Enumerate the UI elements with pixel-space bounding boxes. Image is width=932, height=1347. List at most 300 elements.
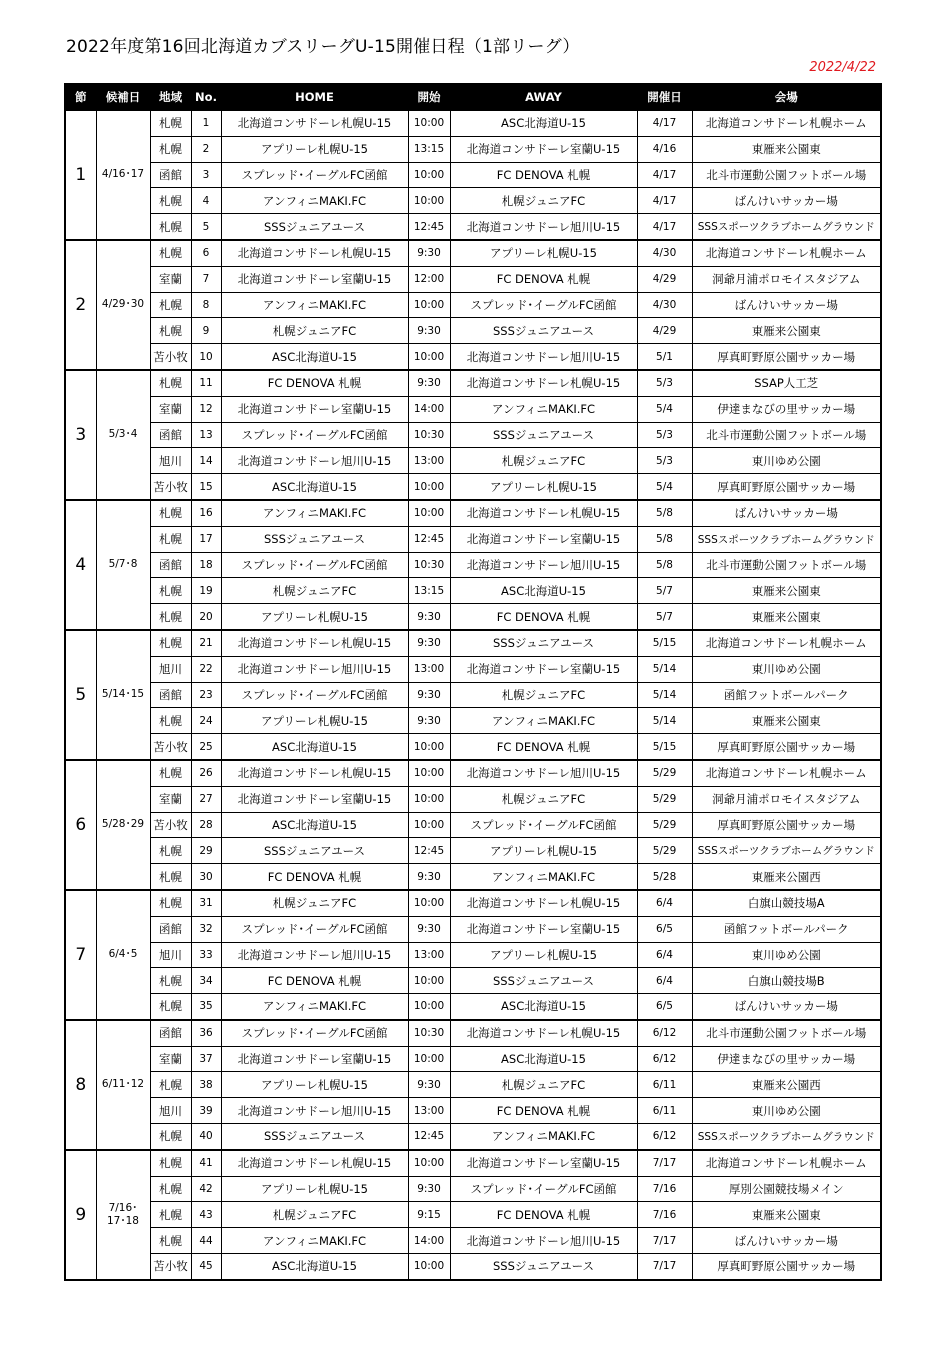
away-team-cell: アンフィニMAKI.FC	[450, 1124, 637, 1150]
home-team-cell: アプリーレ札幌U-15	[221, 1176, 408, 1202]
home-team-cell: 北海道コンサドーレ旭川U-15	[221, 656, 408, 682]
region-cell: 札幌	[150, 1202, 191, 1228]
venue-cell: 東雁来公園東	[692, 136, 881, 162]
table-row	[65, 890, 881, 916]
match-no-cell: 17	[191, 526, 221, 552]
away-team-cell: アプリーレ札幌U-15	[450, 838, 637, 864]
start-time-cell: 9:30	[408, 604, 450, 630]
venue-cell: 洞爺月浦ポロモイスタジアム	[692, 266, 881, 292]
start-time-cell: 10:00	[408, 474, 450, 500]
region-cell: 室蘭	[150, 786, 191, 812]
venue-cell: 北海道コンサドーレ札幌ホーム	[692, 630, 881, 656]
venue-cell: ばんけいサッカー場	[692, 500, 881, 526]
match-date-cell: 5/29	[637, 786, 692, 812]
match-no-cell: 9	[191, 318, 221, 344]
header-candidate-date: 候補日	[96, 84, 150, 110]
match-no-cell: 43	[191, 1202, 221, 1228]
match-date-cell: 5/29	[637, 838, 692, 864]
away-team-cell: アンフィニMAKI.FC	[450, 864, 637, 890]
match-date-cell: 6/5	[637, 994, 692, 1020]
away-team-cell: 北海道コンサドーレ札幌U-15	[450, 1020, 637, 1046]
home-team-cell: アンフィニMAKI.FC	[221, 188, 408, 214]
schedule-table	[64, 83, 882, 1281]
region-cell: 函館	[150, 552, 191, 578]
match-no-cell: 12	[191, 396, 221, 422]
table-row	[65, 604, 881, 630]
match-no-cell: 30	[191, 864, 221, 890]
match-date-cell: 7/16	[637, 1176, 692, 1202]
match-date-cell: 5/4	[637, 396, 692, 422]
match-no-cell: 8	[191, 292, 221, 318]
away-team-cell: 北海道コンサドーレ札幌U-15	[450, 370, 637, 396]
start-time-cell: 12:45	[408, 1124, 450, 1150]
region-cell: 札幌	[150, 760, 191, 786]
header-region: 地域	[150, 84, 191, 110]
away-team-cell: SSSジュニアユース	[450, 422, 637, 448]
match-no-cell: 29	[191, 838, 221, 864]
header-match-date: 開催日	[637, 84, 692, 110]
home-team-cell: アプリーレ札幌U-15	[221, 604, 408, 630]
home-team-cell: 北海道コンサドーレ旭川U-15	[221, 942, 408, 968]
region-cell: 函館	[150, 422, 191, 448]
table-row	[65, 1202, 881, 1228]
match-no-cell: 13	[191, 422, 221, 448]
home-team-cell: 北海道コンサドーレ室蘭U-15	[221, 266, 408, 292]
start-time-cell: 10:00	[408, 890, 450, 916]
region-cell: 室蘭	[150, 396, 191, 422]
match-no-cell: 4	[191, 188, 221, 214]
region-cell: 旭川	[150, 448, 191, 474]
home-team-cell: ASC北海道U-15	[221, 1254, 408, 1280]
venue-cell: 洞爺月浦ポロモイスタジアム	[692, 786, 881, 812]
region-cell: 札幌	[150, 240, 191, 266]
header-home: HOME	[221, 84, 408, 110]
match-date-cell: 7/17	[637, 1254, 692, 1280]
home-team-cell: 北海道コンサドーレ室蘭U-15	[221, 786, 408, 812]
region-cell: 札幌	[150, 1124, 191, 1150]
region-cell: 札幌	[150, 838, 191, 864]
match-date-cell: 5/8	[637, 552, 692, 578]
start-time-cell: 9:30	[408, 1072, 450, 1098]
start-time-cell: 9:30	[408, 916, 450, 942]
region-cell: 札幌	[150, 318, 191, 344]
home-team-cell: FC DENOVA 札幌	[221, 370, 408, 396]
venue-cell: 東川ゆめ公園	[692, 1098, 881, 1124]
region-cell: 苫小牧	[150, 734, 191, 760]
region-cell: 旭川	[150, 656, 191, 682]
away-team-cell: アプリーレ札幌U-15	[450, 942, 637, 968]
header-section: 節	[65, 84, 96, 110]
start-time-cell: 10:00	[408, 1254, 450, 1280]
home-team-cell: スプレッド･イーグルFC函館	[221, 422, 408, 448]
venue-cell: ばんけいサッカー場	[692, 188, 881, 214]
start-time-cell: 13:00	[408, 1098, 450, 1124]
match-date-cell: 5/14	[637, 708, 692, 734]
home-team-cell: 北海道コンサドーレ旭川U-15	[221, 1098, 408, 1124]
match-date-cell: 5/28	[637, 864, 692, 890]
header-row	[65, 84, 881, 110]
start-time-cell: 10:00	[408, 734, 450, 760]
venue-cell: 厚別公園競技場メイン	[692, 1176, 881, 1202]
table-row	[65, 916, 881, 942]
section-number-cell: 7	[65, 890, 96, 1020]
region-cell: 札幌	[150, 890, 191, 916]
candidate-date-cell: 6/4･5	[96, 890, 150, 1020]
region-cell: 旭川	[150, 942, 191, 968]
region-cell: 札幌	[150, 1176, 191, 1202]
match-no-cell: 24	[191, 708, 221, 734]
match-date-cell: 4/29	[637, 318, 692, 344]
home-team-cell: アプリーレ札幌U-15	[221, 136, 408, 162]
home-team-cell: 北海道コンサドーレ室蘭U-15	[221, 1046, 408, 1072]
away-team-cell: スプレッド･イーグルFC函館	[450, 1176, 637, 1202]
candidate-date-cell: 5/28･29	[96, 760, 150, 890]
home-team-cell: FC DENOVA 札幌	[221, 968, 408, 994]
match-no-cell: 19	[191, 578, 221, 604]
home-team-cell: SSSジュニアユース	[221, 838, 408, 864]
venue-cell: 東雁来公園東	[692, 708, 881, 734]
match-date-cell: 4/30	[637, 240, 692, 266]
table-row	[65, 422, 881, 448]
venue-cell: 東雁来公園東	[692, 318, 881, 344]
section-number-cell: 8	[65, 1020, 96, 1150]
region-cell: 札幌	[150, 110, 191, 136]
home-team-cell: ASC北海道U-15	[221, 734, 408, 760]
match-no-cell: 31	[191, 890, 221, 916]
home-team-cell: アンフィニMAKI.FC	[221, 292, 408, 318]
match-date-cell: 5/14	[637, 656, 692, 682]
venue-cell: 東雁来公園西	[692, 864, 881, 890]
away-team-cell: FC DENOVA 札幌	[450, 266, 637, 292]
region-cell: 札幌	[150, 994, 191, 1020]
match-date-cell: 6/12	[637, 1020, 692, 1046]
away-team-cell: 北海道コンサドーレ室蘭U-15	[450, 526, 637, 552]
venue-cell: 東雁来公園西	[692, 1072, 881, 1098]
away-team-cell: 札幌ジュニアFC	[450, 448, 637, 474]
match-no-cell: 26	[191, 760, 221, 786]
schedule-body	[65, 110, 881, 1280]
match-date-cell: 5/8	[637, 500, 692, 526]
candidate-date-cell: 5/14･15	[96, 630, 150, 760]
away-team-cell: 北海道コンサドーレ札幌U-15	[450, 500, 637, 526]
match-date-cell: 6/12	[637, 1046, 692, 1072]
match-no-cell: 37	[191, 1046, 221, 1072]
start-time-cell: 10:00	[408, 292, 450, 318]
home-team-cell: スプレッド･イーグルFC函館	[221, 552, 408, 578]
table-row	[65, 942, 881, 968]
match-date-cell: 4/17	[637, 110, 692, 136]
home-team-cell: 北海道コンサドーレ札幌U-15	[221, 110, 408, 136]
table-row	[65, 682, 881, 708]
start-time-cell: 10:00	[408, 344, 450, 370]
start-time-cell: 9:15	[408, 1202, 450, 1228]
table-row	[65, 1150, 881, 1176]
start-time-cell: 13:00	[408, 942, 450, 968]
match-no-cell: 11	[191, 370, 221, 396]
start-time-cell: 9:30	[408, 1176, 450, 1202]
match-date-cell: 5/4	[637, 474, 692, 500]
header-venue: 会場	[692, 84, 881, 110]
away-team-cell: 札幌ジュニアFC	[450, 682, 637, 708]
table-row	[65, 1072, 881, 1098]
home-team-cell: アプリーレ札幌U-15	[221, 708, 408, 734]
region-cell: 函館	[150, 162, 191, 188]
region-cell: 室蘭	[150, 266, 191, 292]
match-date-cell: 5/14	[637, 682, 692, 708]
candidate-date-cell: 4/29･30	[96, 240, 150, 370]
venue-cell: 厚真町野原公園サッカー場	[692, 474, 881, 500]
away-team-cell: 札幌ジュニアFC	[450, 786, 637, 812]
header-start: 開始	[408, 84, 450, 110]
match-no-cell: 16	[191, 500, 221, 526]
home-team-cell: SSSジュニアユース	[221, 214, 408, 240]
venue-cell: 伊達まなびの里サッカー場	[692, 396, 881, 422]
start-time-cell: 13:15	[408, 578, 450, 604]
match-date-cell: 5/7	[637, 604, 692, 630]
document-title: 2022年度第16回北海道カブスリーグU-15開催日程（1部リーグ）	[66, 37, 580, 57]
match-no-cell: 20	[191, 604, 221, 630]
region-cell: 札幌	[150, 604, 191, 630]
away-team-cell: 北海道コンサドーレ旭川U-15	[450, 344, 637, 370]
region-cell: 函館	[150, 1020, 191, 1046]
table-row	[65, 812, 881, 838]
match-no-cell: 1	[191, 110, 221, 136]
venue-cell: SSAP人工芝	[692, 370, 881, 396]
region-cell: 札幌	[150, 1150, 191, 1176]
home-team-cell: ASC北海道U-15	[221, 474, 408, 500]
candidate-date-cell: 5/3･4	[96, 370, 150, 500]
venue-cell: 北海道コンサドーレ札幌ホーム	[692, 760, 881, 786]
table-row	[65, 500, 881, 526]
match-no-cell: 15	[191, 474, 221, 500]
table-row	[65, 656, 881, 682]
region-cell: 札幌	[150, 1072, 191, 1098]
start-time-cell: 10:00	[408, 1046, 450, 1072]
start-time-cell: 9:30	[408, 708, 450, 734]
match-date-cell: 5/15	[637, 734, 692, 760]
venue-cell: SSSスポーツクラブホームグラウンド	[692, 1124, 881, 1150]
match-no-cell: 32	[191, 916, 221, 942]
region-cell: 札幌	[150, 630, 191, 656]
away-team-cell: 北海道コンサドーレ室蘭U-15	[450, 916, 637, 942]
match-date-cell: 5/3	[637, 370, 692, 396]
match-date-cell: 5/1	[637, 344, 692, 370]
start-time-cell: 10:00	[408, 994, 450, 1020]
table-row	[65, 1098, 881, 1124]
candidate-date-cell: 6/11･12	[96, 1020, 150, 1150]
table-row	[65, 162, 881, 188]
start-time-cell: 10:00	[408, 760, 450, 786]
venue-cell: 北海道コンサドーレ札幌ホーム	[692, 110, 881, 136]
home-team-cell: SSSジュニアユース	[221, 1124, 408, 1150]
start-time-cell: 10:30	[408, 552, 450, 578]
table-row	[65, 214, 881, 240]
match-no-cell: 36	[191, 1020, 221, 1046]
away-team-cell: SSSジュニアユース	[450, 630, 637, 656]
match-no-cell: 10	[191, 344, 221, 370]
match-no-cell: 7	[191, 266, 221, 292]
table-row	[65, 448, 881, 474]
match-date-cell: 5/3	[637, 448, 692, 474]
match-no-cell: 27	[191, 786, 221, 812]
away-team-cell: 札幌ジュニアFC	[450, 188, 637, 214]
match-date-cell: 5/29	[637, 812, 692, 838]
start-time-cell: 9:30	[408, 240, 450, 266]
away-team-cell: 北海道コンサドーレ室蘭U-15	[450, 136, 637, 162]
match-no-cell: 45	[191, 1254, 221, 1280]
region-cell: 札幌	[150, 214, 191, 240]
match-date-cell: 4/17	[637, 162, 692, 188]
match-date-cell: 6/4	[637, 942, 692, 968]
away-team-cell: アンフィニMAKI.FC	[450, 396, 637, 422]
region-cell: 札幌	[150, 968, 191, 994]
start-time-cell: 13:15	[408, 136, 450, 162]
table-row	[65, 1176, 881, 1202]
venue-cell: 厚真町野原公園サッカー場	[692, 734, 881, 760]
home-team-cell: 札幌ジュニアFC	[221, 578, 408, 604]
table-row	[65, 344, 881, 370]
table-row	[65, 734, 881, 760]
away-team-cell: スプレッド･イーグルFC函館	[450, 292, 637, 318]
start-time-cell: 10:00	[408, 162, 450, 188]
start-time-cell: 14:00	[408, 396, 450, 422]
venue-cell: SSSスポーツクラブホームグラウンド	[692, 838, 881, 864]
match-date-cell: 6/4	[637, 968, 692, 994]
away-team-cell: ASC北海道U-15	[450, 578, 637, 604]
match-no-cell: 41	[191, 1150, 221, 1176]
away-team-cell: ASC北海道U-15	[450, 110, 637, 136]
home-team-cell: 北海道コンサドーレ札幌U-15	[221, 240, 408, 266]
home-team-cell: 北海道コンサドーレ札幌U-15	[221, 630, 408, 656]
venue-cell: 東雁来公園東	[692, 578, 881, 604]
match-no-cell: 22	[191, 656, 221, 682]
match-date-cell: 6/4	[637, 890, 692, 916]
home-team-cell: 札幌ジュニアFC	[221, 318, 408, 344]
away-team-cell: 北海道コンサドーレ札幌U-15	[450, 890, 637, 916]
region-cell: 苫小牧	[150, 344, 191, 370]
section-number-cell: 5	[65, 630, 96, 760]
away-team-cell: SSSジュニアユース	[450, 968, 637, 994]
start-time-cell: 10:00	[408, 968, 450, 994]
start-time-cell: 9:30	[408, 630, 450, 656]
venue-cell: ばんけいサッカー場	[692, 292, 881, 318]
home-team-cell: アプリーレ札幌U-15	[221, 1072, 408, 1098]
start-time-cell: 12:45	[408, 214, 450, 240]
table-row	[65, 110, 881, 136]
match-no-cell: 34	[191, 968, 221, 994]
away-team-cell: アンフィニMAKI.FC	[450, 708, 637, 734]
region-cell: 札幌	[150, 1228, 191, 1254]
away-team-cell: 北海道コンサドーレ室蘭U-15	[450, 656, 637, 682]
table-row	[65, 968, 881, 994]
away-team-cell: 北海道コンサドーレ旭川U-15	[450, 552, 637, 578]
away-team-cell: FC DENOVA 札幌	[450, 604, 637, 630]
away-team-cell: アプリーレ札幌U-15	[450, 240, 637, 266]
table-row	[65, 1228, 881, 1254]
match-date-cell: 4/17	[637, 214, 692, 240]
venue-cell: 函館フットボールパーク	[692, 916, 881, 942]
match-date-cell: 5/29	[637, 760, 692, 786]
candidate-date-cell: 5/7･8	[96, 500, 150, 630]
venue-cell: 北斗市運動公園フットボール場	[692, 1020, 881, 1046]
venue-cell: 東川ゆめ公園	[692, 942, 881, 968]
match-no-cell: 35	[191, 994, 221, 1020]
table-row	[65, 578, 881, 604]
match-date-cell: 6/5	[637, 916, 692, 942]
match-no-cell: 23	[191, 682, 221, 708]
region-cell: 札幌	[150, 292, 191, 318]
match-no-cell: 18	[191, 552, 221, 578]
table-row	[65, 318, 881, 344]
home-team-cell: 北海道コンサドーレ室蘭U-15	[221, 396, 408, 422]
home-team-cell: SSSジュニアユース	[221, 526, 408, 552]
away-team-cell: SSSジュニアユース	[450, 1254, 637, 1280]
venue-cell: 東川ゆめ公園	[692, 448, 881, 474]
section-number-cell: 9	[65, 1150, 96, 1280]
match-date-cell: 4/29	[637, 266, 692, 292]
home-team-cell: スプレッド･イーグルFC函館	[221, 916, 408, 942]
home-team-cell: ASC北海道U-15	[221, 344, 408, 370]
start-time-cell: 13:00	[408, 448, 450, 474]
table-row	[65, 838, 881, 864]
table-row	[65, 1020, 881, 1046]
away-team-cell: 北海道コンサドーレ旭川U-15	[450, 1228, 637, 1254]
start-time-cell: 10:30	[408, 1020, 450, 1046]
away-team-cell: SSSジュニアユース	[450, 318, 637, 344]
home-team-cell: アンフィニMAKI.FC	[221, 500, 408, 526]
match-no-cell: 40	[191, 1124, 221, 1150]
region-cell: 旭川	[150, 1098, 191, 1124]
away-team-cell: FC DENOVA 札幌	[450, 1202, 637, 1228]
venue-cell: 北斗市運動公園フットボール場	[692, 422, 881, 448]
start-time-cell: 9:30	[408, 682, 450, 708]
away-team-cell: ASC北海道U-15	[450, 994, 637, 1020]
section-number-cell: 4	[65, 500, 96, 630]
start-time-cell: 10:00	[408, 110, 450, 136]
home-team-cell: ASC北海道U-15	[221, 812, 408, 838]
home-team-cell: アンフィニMAKI.FC	[221, 1228, 408, 1254]
candidate-date-cell: 7/16･ 17･18	[96, 1150, 150, 1280]
away-team-cell: 北海道コンサドーレ室蘭U-15	[450, 1150, 637, 1176]
venue-cell: 東川ゆめ公園	[692, 656, 881, 682]
start-time-cell: 10:30	[408, 422, 450, 448]
match-date-cell: 4/16	[637, 136, 692, 162]
table-row	[65, 526, 881, 552]
table-row	[65, 786, 881, 812]
venue-cell: 伊達まなびの里サッカー場	[692, 1046, 881, 1072]
venue-cell: 北海道コンサドーレ札幌ホーム	[692, 240, 881, 266]
table-row	[65, 994, 881, 1020]
section-number-cell: 1	[65, 110, 96, 240]
start-time-cell: 9:30	[408, 370, 450, 396]
start-time-cell: 10:00	[408, 812, 450, 838]
match-no-cell: 5	[191, 214, 221, 240]
start-time-cell: 12:45	[408, 526, 450, 552]
start-time-cell: 9:30	[408, 864, 450, 890]
venue-cell: 北海道コンサドーレ札幌ホーム	[692, 1150, 881, 1176]
away-team-cell: 北海道コンサドーレ旭川U-15	[450, 214, 637, 240]
table-row	[65, 136, 881, 162]
match-date-cell: 4/17	[637, 188, 692, 214]
match-date-cell: 7/17	[637, 1228, 692, 1254]
section-number-cell: 6	[65, 760, 96, 890]
match-date-cell: 7/16	[637, 1202, 692, 1228]
region-cell: 苫小牧	[150, 812, 191, 838]
venue-cell: 東雁来公園東	[692, 1202, 881, 1228]
table-row	[65, 266, 881, 292]
home-team-cell: FC DENOVA 札幌	[221, 864, 408, 890]
match-no-cell: 14	[191, 448, 221, 474]
